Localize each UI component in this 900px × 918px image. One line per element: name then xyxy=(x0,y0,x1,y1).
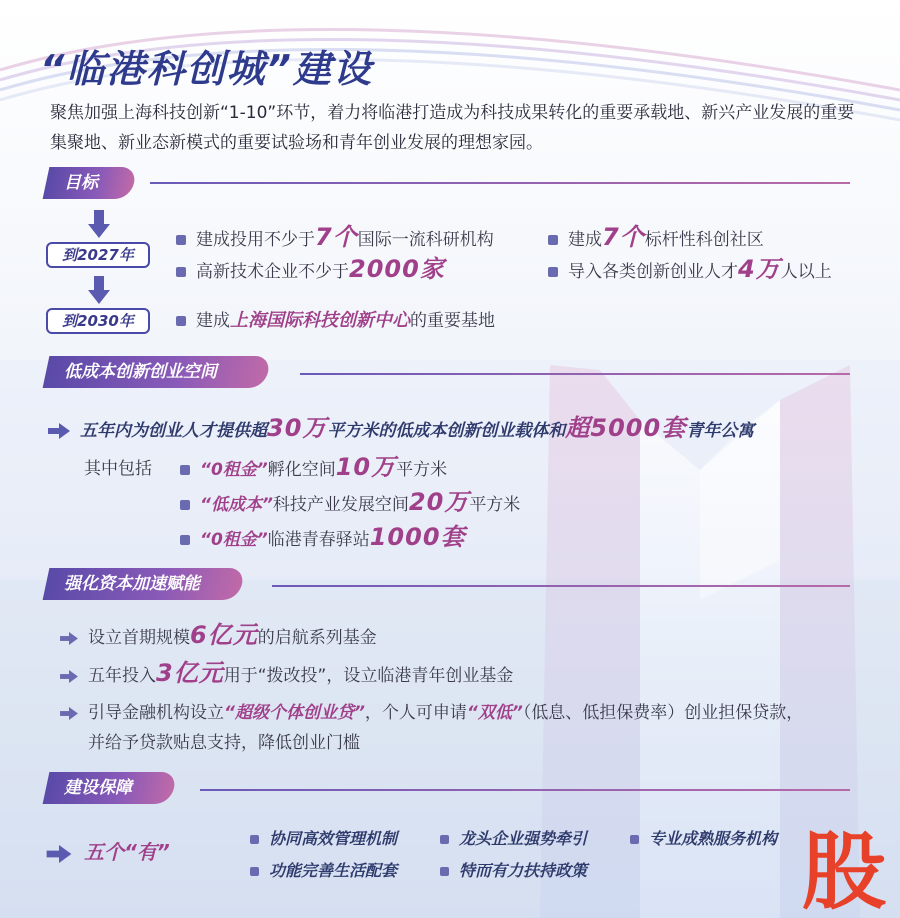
year-2030-label: 到2030年 xyxy=(46,308,150,334)
down-arrow-icon xyxy=(88,276,110,304)
bullet-icon xyxy=(176,316,186,326)
divider xyxy=(200,789,850,791)
down-arrow-icon xyxy=(88,210,110,238)
bullet-icon xyxy=(440,835,449,844)
guarantee-item: 功能完善生活配套 xyxy=(250,858,397,881)
right-arrow-icon xyxy=(46,845,72,863)
bullet-icon xyxy=(180,465,190,475)
space-main-line: 五年内为创业人才提供超30万平方米的低成本创新创业载体和超5000套青年公寓 xyxy=(48,408,754,443)
include-label: 其中包括 xyxy=(84,459,152,479)
right-arrow-icon xyxy=(60,632,78,645)
section-tab-goals: 目标 xyxy=(43,167,138,199)
stamp-character: 股 xyxy=(801,822,886,918)
space-item: “0租金”孵化空间10万平方米 xyxy=(180,454,447,483)
goal-item: 建成上海国际科技创新中心的重要基地 xyxy=(176,308,495,334)
divider xyxy=(300,373,850,375)
goal-item: 建成投用不少于7个国际一流科研机构 xyxy=(176,224,494,253)
space-item: “低成本”科技产业发展空间20万平方米 xyxy=(180,489,520,518)
section-tab-space: 低成本创新创业空间 xyxy=(43,356,272,388)
right-arrow-icon xyxy=(60,707,78,720)
capital-item: 设立首期规模6亿元的启航系列基金 xyxy=(60,622,377,651)
bullet-icon xyxy=(250,867,259,876)
right-arrow-icon xyxy=(48,423,70,439)
section-tab-guarantee: 建设保障 xyxy=(43,772,178,804)
space-item: “0租金”临港青春驿站1000套 xyxy=(180,524,466,553)
bullet-icon xyxy=(180,535,190,545)
intro-paragraph: 聚焦加强上海科技创新“1-10”环节，着力将临港打造成为科技成果转化的重要承载地、新兴产业发展的重要集聚地、新业态新模式的重要试验场和青年创业发展的理想家园。 xyxy=(50,103,855,153)
capital-item-continued: 并给予贷款贴息支持，降低创业门槛 xyxy=(88,733,360,753)
guarantee-item: 特而有力扶持政策 xyxy=(440,858,587,881)
capital-item: 五年投入3亿元用于“拨改投”，设立临港青年创业基金 xyxy=(60,660,513,689)
bullet-icon xyxy=(440,867,449,876)
bullet-icon xyxy=(548,267,558,277)
bullet-icon xyxy=(548,235,558,245)
guarantee-item: 专业成熟服务机构 xyxy=(630,826,777,849)
goal-item: 高新技术企业不少于2000家 xyxy=(176,256,445,285)
year-2027-label: 到2027年 xyxy=(46,242,150,268)
bullet-icon xyxy=(176,267,186,277)
bullet-icon xyxy=(180,500,190,510)
right-arrow-icon xyxy=(60,670,78,683)
guarantee-main: 五个“有” xyxy=(46,836,170,865)
guarantee-item: 龙头企业强势牵引 xyxy=(440,826,587,849)
goal-item: 建成7个标杆性科创社区 xyxy=(548,224,764,253)
bullet-icon xyxy=(176,235,186,245)
section-tab-capital: 强化资本加速赋能 xyxy=(43,568,246,600)
bullet-icon xyxy=(250,835,259,844)
goal-item: 导入各类创新创业人才4万人以上 xyxy=(548,256,832,285)
page-title: “临港科创城”建设 xyxy=(40,47,373,91)
divider xyxy=(272,585,850,587)
bullet-icon xyxy=(630,835,639,844)
guarantee-item: 协同高效管理机制 xyxy=(250,826,397,849)
capital-item: 引导金融机构设立“超级个体创业贷”，个人可申请“双低”（低息、低担保费率）创业担保贷款， xyxy=(60,700,803,726)
divider xyxy=(150,182,850,184)
